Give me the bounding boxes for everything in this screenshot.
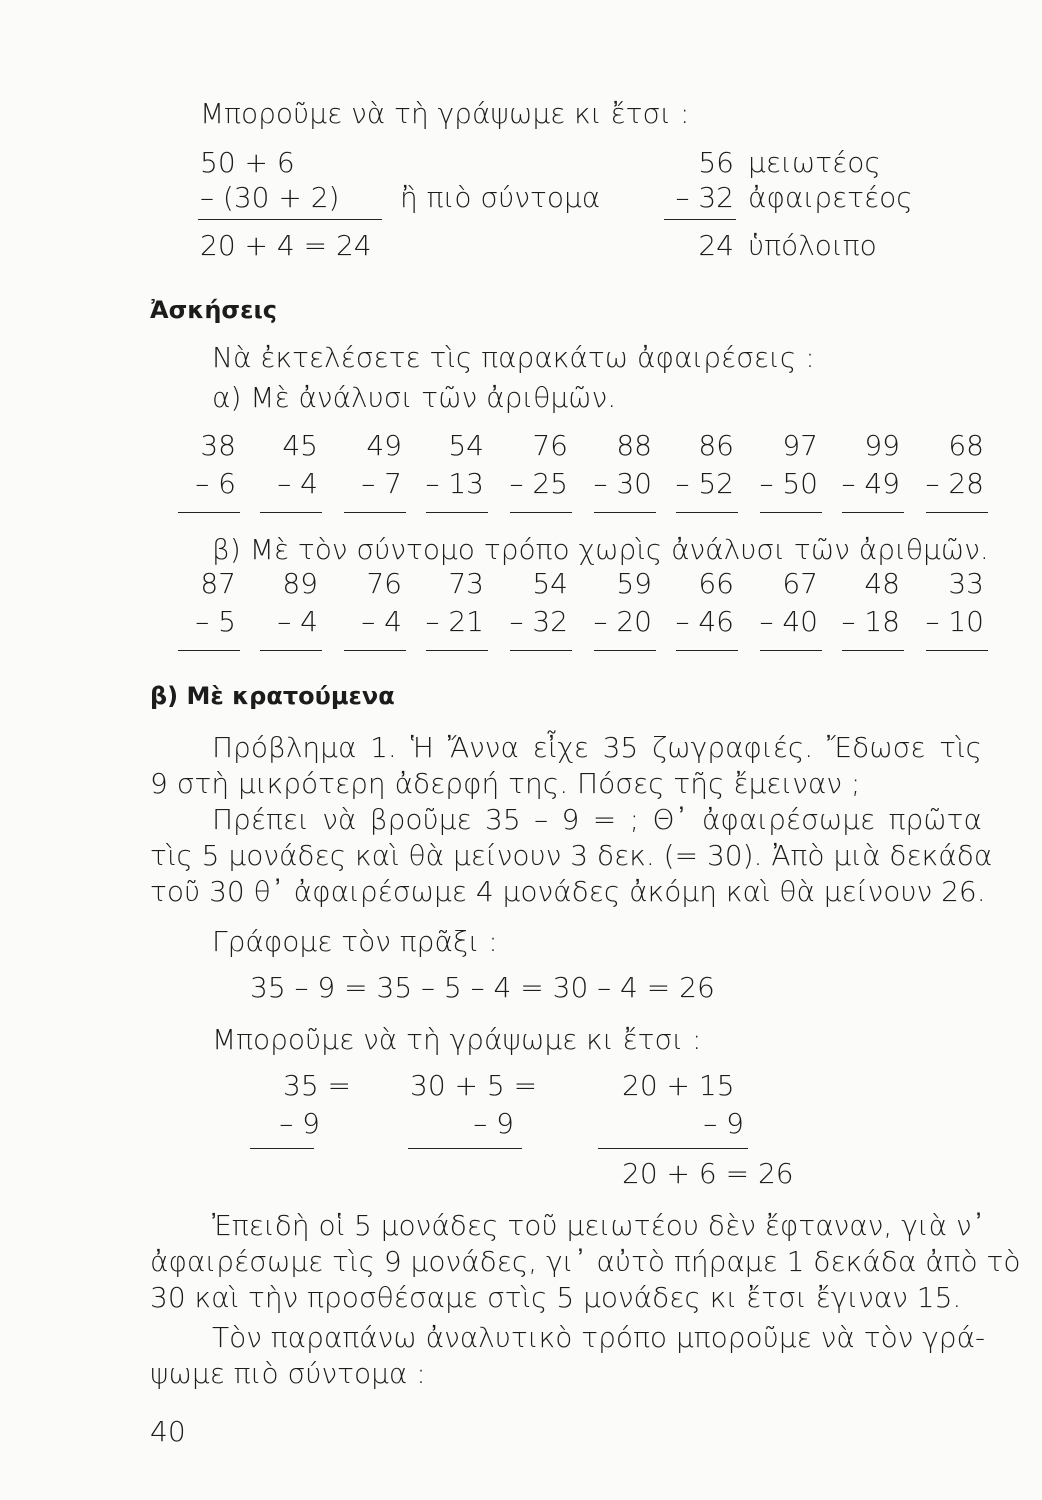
minuend: 45 — [282, 429, 318, 462]
column-3-top: 20 + 15 — [622, 1069, 735, 1102]
minuend: 73 — [448, 567, 484, 600]
answer-rule — [926, 512, 988, 513]
exercises-label-a: α) Μὲ ἀνάλυσι τῶν ἀριθμῶν. — [212, 381, 617, 414]
intro-right-sub-label: ἀφαιρετέος — [748, 181, 913, 214]
minuend: 68 — [948, 429, 984, 462]
page-number: 40 — [150, 1415, 186, 1448]
explanation-line-1: Πρέπει νὰ βροῦμε 35 – 9 = ; Θ᾽ ἀφαιρέσωμε πρῶτα — [212, 803, 982, 836]
answer-rule — [510, 650, 572, 651]
closing-line-2: ψωμε πιὸ σύντομα : — [150, 1357, 426, 1390]
answer-rule — [926, 650, 988, 651]
minuend: 49 — [366, 429, 402, 462]
minuend: 87 — [200, 567, 236, 600]
subtrahend: – 6 — [195, 467, 236, 500]
answer-rule — [676, 650, 738, 651]
minuend: 54 — [532, 567, 568, 600]
answer-rule — [344, 512, 406, 513]
minuend: 76 — [532, 429, 568, 462]
minuend: 97 — [782, 429, 818, 462]
subtrahend: – 21 — [425, 605, 484, 638]
column-3-result: 20 + 6 = 26 — [622, 1157, 794, 1190]
minuend: 33 — [948, 567, 984, 600]
intro-right-sub-number: – 32 — [675, 181, 734, 214]
subtrahend: – 18 — [841, 605, 900, 638]
subtrahend: – 25 — [509, 467, 568, 500]
intro-connector: ἢ πιὸ σύντομα — [400, 181, 601, 214]
answer-rule — [594, 650, 656, 651]
subtrahend: – 32 — [509, 605, 568, 638]
intro-left-subtrahend: – (30 + 2) — [200, 181, 340, 214]
answer-rule — [178, 512, 240, 513]
minuend: 88 — [616, 429, 652, 462]
subtrahend: – 7 — [361, 467, 402, 500]
subtrahend: – 4 — [277, 605, 318, 638]
answer-rule — [760, 650, 822, 651]
answer-rule — [676, 512, 738, 513]
answer-rule — [426, 512, 488, 513]
intro-line: Μποροῦμε νὰ τὴ γράψωμε κι ἔτσι : — [200, 97, 690, 130]
section-heading: β) Μὲ κρατούμενα — [150, 682, 395, 710]
problem-line-1: Πρόβλημα 1. Ἡ Ἄννα εἶχε 35 ζωγραφιές. Ἔδωσε τὶς — [212, 731, 982, 764]
equation: 35 – 9 = 35 – 5 – 4 = 30 – 4 = 26 — [250, 971, 715, 1004]
column-1-subtrahend: – 9 — [279, 1107, 320, 1140]
answer-rule — [842, 650, 904, 651]
subtrahend: – 50 — [759, 467, 818, 500]
intro-right-rule — [664, 219, 736, 220]
minuend: 76 — [366, 567, 402, 600]
intro-right-result-label: ὑπόλοιπο — [748, 229, 877, 262]
subtrahend: – 46 — [675, 605, 734, 638]
answer-rule — [760, 512, 822, 513]
problem-line-2: 9 στὴ μικρότερη ἀδερφή της. Πόσες τῆς ἔμειναν ; — [150, 767, 861, 800]
exercises-heading: Ἀσκήσεις — [150, 296, 278, 324]
intro-left-result: 20 + 4 = 24 — [200, 229, 372, 262]
alt-line: Μποροῦμε νὰ τὴ γράψωμε κι ἔτσι : — [212, 1023, 702, 1056]
intro-right-top-number: 56 — [698, 146, 734, 179]
answer-rule — [510, 512, 572, 513]
minuend: 67 — [782, 567, 818, 600]
column-2-top: 30 + 5 = — [410, 1069, 538, 1102]
subtrahend: – 49 — [841, 467, 900, 500]
column-3-subtrahend: – 9 — [703, 1107, 744, 1140]
minuend: 38 — [200, 429, 236, 462]
answer-rule — [594, 512, 656, 513]
subtrahend: – 5 — [195, 605, 236, 638]
subtrahend: – 20 — [593, 605, 652, 638]
column-1-rule — [250, 1148, 314, 1149]
minuend: 89 — [282, 567, 318, 600]
subtrahend: – 4 — [277, 467, 318, 500]
subtrahend: – 28 — [925, 467, 984, 500]
minuend: 54 — [448, 429, 484, 462]
answer-rule — [426, 650, 488, 651]
reason-line-3: 30 καὶ τὴν προσθέσαμε στὶς 5 μονάδες κι ἔτσι ἔγιναν 15. — [150, 1281, 962, 1314]
intro-left-rule — [198, 219, 382, 220]
write-line: Γράφομε τὸν πρᾶξι : — [212, 925, 498, 958]
intro-right-result-number: 24 — [698, 229, 734, 262]
answer-rule — [178, 650, 240, 651]
answer-rule — [842, 512, 904, 513]
reason-line-1: Ἐπειδὴ οἱ 5 μονάδες τοῦ μειωτέου δὲν ἔφταναν, γιὰ ν᾽ — [212, 1209, 986, 1242]
intro-left-top: 50 + 6 — [200, 146, 295, 179]
subtrahend: – 52 — [675, 467, 734, 500]
answer-rule — [260, 512, 322, 513]
answer-rule — [260, 650, 322, 651]
subtrahend: – 40 — [759, 605, 818, 638]
column-2-subtrahend: – 9 — [473, 1107, 514, 1140]
subtrahend: – 13 — [425, 467, 484, 500]
subtrahend: – 10 — [925, 605, 984, 638]
column-1-top: 35 = — [283, 1069, 351, 1102]
exercises-label-b: β) Μὲ τὸν σύντομο τρόπο χωρὶς ἀνάλυσι τῶν ἀριθμῶν. — [212, 533, 989, 566]
explanation-line-3: τοῦ 30 θ᾽ ἀφαιρέσωμε 4 μονάδες ἀκόμη καὶ θὰ μείνουν 26. — [150, 875, 986, 908]
subtrahend: – 30 — [593, 467, 652, 500]
minuend: 99 — [864, 429, 900, 462]
exercises-instruction: Νὰ ἐκτελέσετε τὶς παρακάτω ἀφαιρέσεις : — [212, 341, 815, 374]
intro-right-top-label: μειωτέος — [748, 146, 881, 179]
column-2-rule — [408, 1148, 522, 1149]
answer-rule — [344, 650, 406, 651]
column-3-rule — [598, 1148, 748, 1149]
reason-line-2: ἀφαιρέσωμε τὶς 9 μονάδες, γι᾽ αὐτὸ πήραμε 1 δεκάδα ἀπὸ τὸ — [150, 1245, 1021, 1278]
minuend: 59 — [616, 567, 652, 600]
explanation-line-2: τὶς 5 μονάδες καὶ θὰ μείνουν 3 δεκ. (= 30). Ἀπὸ μιὰ δεκάδα — [150, 839, 993, 872]
minuend: 66 — [698, 567, 734, 600]
closing-line-1: Τὸν παραπάνω ἀναλυτικὸ τρόπο μποροῦμε νὰ τὸν γρά- — [212, 1321, 986, 1354]
minuend: 86 — [698, 429, 734, 462]
minuend: 48 — [864, 567, 900, 600]
subtrahend: – 4 — [361, 605, 402, 638]
